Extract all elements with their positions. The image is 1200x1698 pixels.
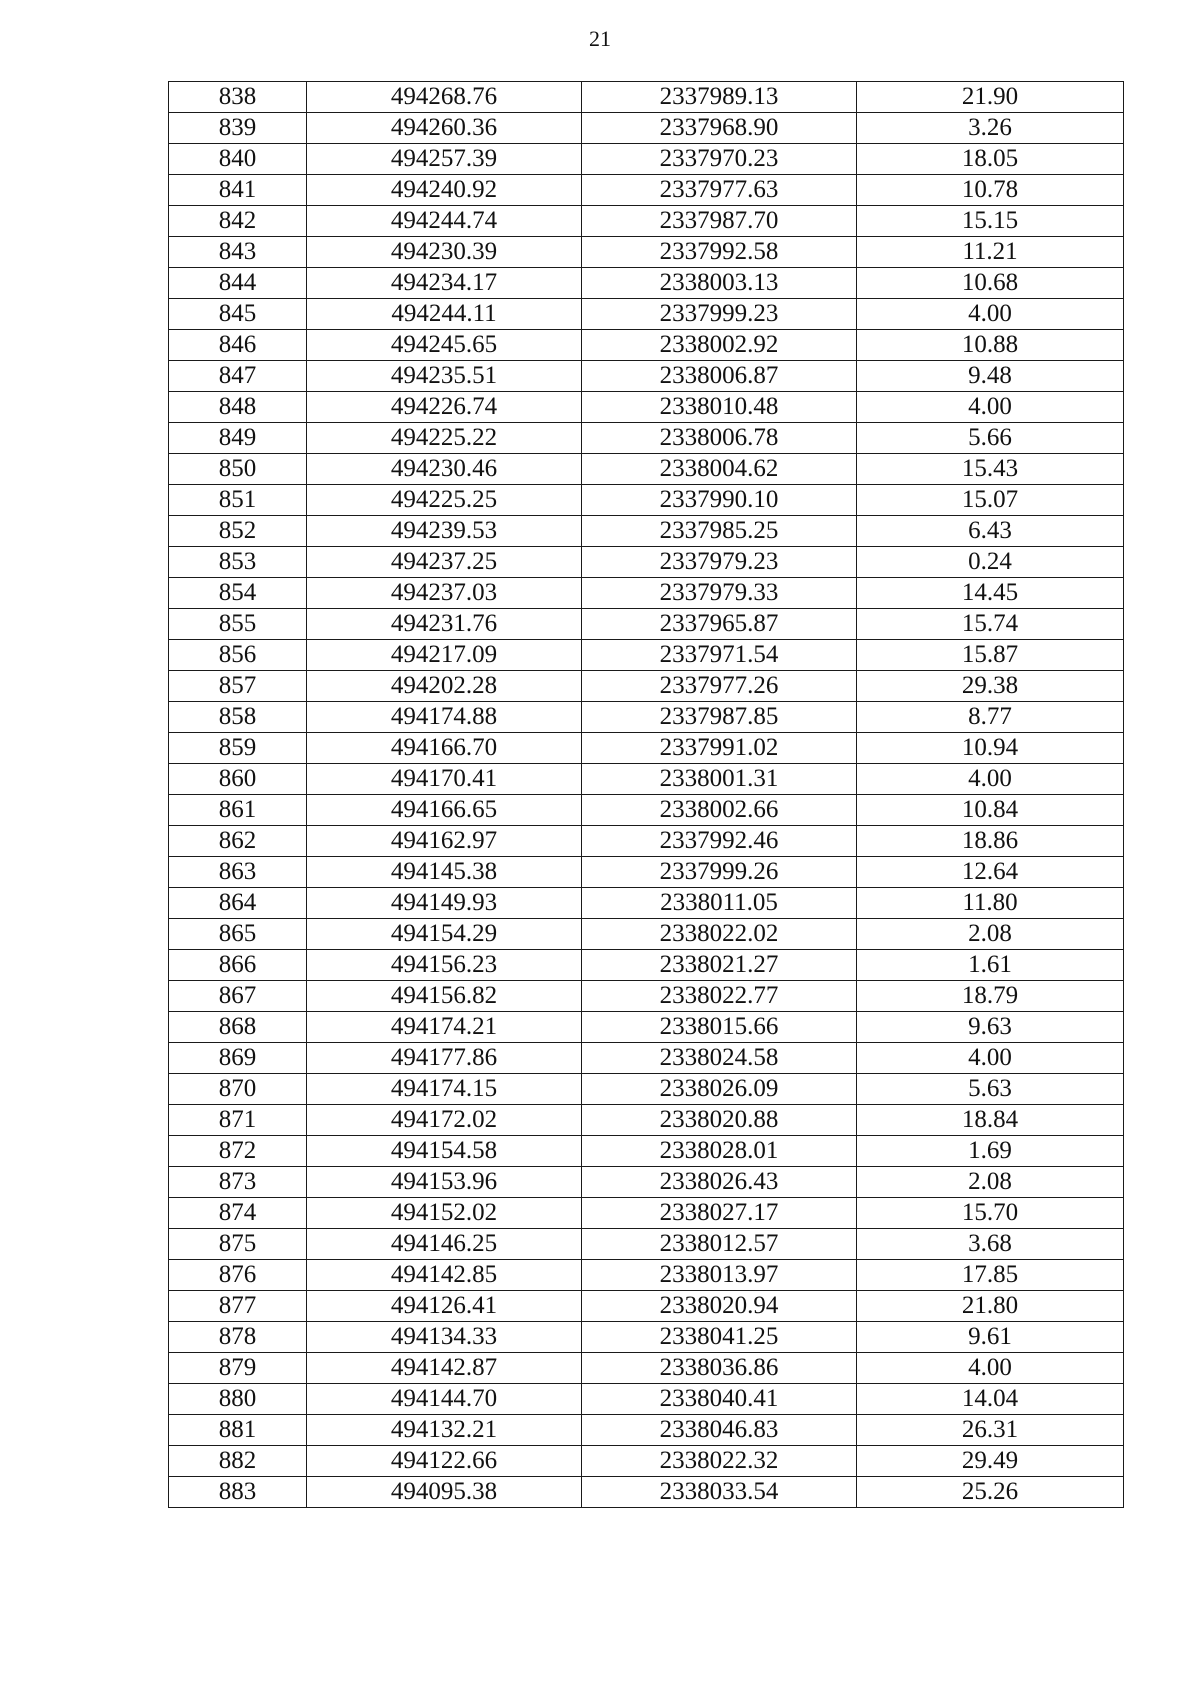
y-coordinate-cell: 2338002.92 — [582, 330, 857, 361]
distance-cell: 9.61 — [857, 1322, 1124, 1353]
distance-cell: 11.21 — [857, 237, 1124, 268]
distance-cell: 6.43 — [857, 516, 1124, 547]
point-number-cell: 848 — [169, 392, 307, 423]
x-coordinate-cell: 494257.39 — [307, 144, 582, 175]
x-coordinate-cell: 494217.09 — [307, 640, 582, 671]
y-coordinate-cell: 2337970.23 — [582, 144, 857, 175]
x-coordinate-cell: 494235.51 — [307, 361, 582, 392]
x-coordinate-cell: 494142.85 — [307, 1260, 582, 1291]
distance-cell: 15.87 — [857, 640, 1124, 671]
x-coordinate-cell: 494152.02 — [307, 1198, 582, 1229]
y-coordinate-cell: 2337992.46 — [582, 826, 857, 857]
y-coordinate-cell: 2337977.63 — [582, 175, 857, 206]
y-coordinate-cell: 2338020.88 — [582, 1105, 857, 1136]
x-coordinate-cell: 494239.53 — [307, 516, 582, 547]
point-number-cell: 846 — [169, 330, 307, 361]
y-coordinate-cell: 2337991.02 — [582, 733, 857, 764]
table-row — [169, 950, 1124, 981]
table-row — [169, 1446, 1124, 1477]
distance-cell: 4.00 — [857, 1353, 1124, 1384]
y-coordinate-cell: 2338021.27 — [582, 950, 857, 981]
point-number-cell: 847 — [169, 361, 307, 392]
x-coordinate-cell: 494122.66 — [307, 1446, 582, 1477]
x-coordinate-cell: 494244.11 — [307, 299, 582, 330]
x-coordinate-cell: 494149.93 — [307, 888, 582, 919]
point-number-cell: 881 — [169, 1415, 307, 1446]
distance-cell: 1.61 — [857, 950, 1124, 981]
distance-cell: 15.74 — [857, 609, 1124, 640]
point-number-cell: 878 — [169, 1322, 307, 1353]
distance-cell: 10.84 — [857, 795, 1124, 826]
table-row — [169, 733, 1124, 764]
table-row — [169, 1384, 1124, 1415]
table-row — [169, 1136, 1124, 1167]
y-coordinate-cell: 2338036.86 — [582, 1353, 857, 1384]
table-row — [169, 857, 1124, 888]
x-coordinate-cell: 494245.65 — [307, 330, 582, 361]
point-number-cell: 874 — [169, 1198, 307, 1229]
distance-cell: 0.24 — [857, 547, 1124, 578]
point-number-cell: 880 — [169, 1384, 307, 1415]
distance-cell: 10.78 — [857, 175, 1124, 206]
y-coordinate-cell: 2338041.25 — [582, 1322, 857, 1353]
distance-cell: 15.70 — [857, 1198, 1124, 1229]
y-coordinate-cell: 2338022.77 — [582, 981, 857, 1012]
table-row — [169, 1167, 1124, 1198]
point-number-cell: 853 — [169, 547, 307, 578]
distance-cell: 12.64 — [857, 857, 1124, 888]
table-row — [169, 795, 1124, 826]
y-coordinate-cell: 2338026.09 — [582, 1074, 857, 1105]
x-coordinate-cell: 494156.82 — [307, 981, 582, 1012]
table-row — [169, 175, 1124, 206]
y-coordinate-cell: 2338006.78 — [582, 423, 857, 454]
y-coordinate-cell: 2338028.01 — [582, 1136, 857, 1167]
table-row — [169, 1415, 1124, 1446]
table-row — [169, 299, 1124, 330]
x-coordinate-cell: 494237.25 — [307, 547, 582, 578]
table-row — [169, 764, 1124, 795]
table-row — [169, 1322, 1124, 1353]
distance-cell: 2.08 — [857, 919, 1124, 950]
x-coordinate-cell: 494202.28 — [307, 671, 582, 702]
distance-cell: 4.00 — [857, 764, 1124, 795]
point-number-cell: 877 — [169, 1291, 307, 1322]
x-coordinate-cell: 494172.02 — [307, 1105, 582, 1136]
y-coordinate-cell: 2338026.43 — [582, 1167, 857, 1198]
point-number-cell: 868 — [169, 1012, 307, 1043]
x-coordinate-cell: 494166.70 — [307, 733, 582, 764]
table-row — [169, 454, 1124, 485]
y-coordinate-cell: 2337968.90 — [582, 113, 857, 144]
y-coordinate-cell: 2337999.26 — [582, 857, 857, 888]
table-row — [169, 516, 1124, 547]
distance-cell: 21.90 — [857, 82, 1124, 113]
point-number-cell: 883 — [169, 1477, 307, 1508]
x-coordinate-cell: 494237.03 — [307, 578, 582, 609]
distance-cell: 15.07 — [857, 485, 1124, 516]
point-number-cell: 850 — [169, 454, 307, 485]
table-row — [169, 206, 1124, 237]
distance-cell: 14.45 — [857, 578, 1124, 609]
x-coordinate-cell: 494231.76 — [307, 609, 582, 640]
y-coordinate-cell: 2337987.70 — [582, 206, 857, 237]
point-number-cell: 871 — [169, 1105, 307, 1136]
point-number-cell: 876 — [169, 1260, 307, 1291]
x-coordinate-cell: 494154.58 — [307, 1136, 582, 1167]
table-row — [169, 361, 1124, 392]
point-number-cell: 841 — [169, 175, 307, 206]
distance-cell: 10.68 — [857, 268, 1124, 299]
table-row — [169, 547, 1124, 578]
distance-cell: 2.08 — [857, 1167, 1124, 1198]
point-number-cell: 838 — [169, 82, 307, 113]
point-number-cell: 873 — [169, 1167, 307, 1198]
x-coordinate-cell: 494225.22 — [307, 423, 582, 454]
y-coordinate-cell: 2338024.58 — [582, 1043, 857, 1074]
table-row — [169, 609, 1124, 640]
y-coordinate-cell: 2338011.05 — [582, 888, 857, 919]
point-number-cell: 842 — [169, 206, 307, 237]
x-coordinate-cell: 494156.23 — [307, 950, 582, 981]
page-number: 21 — [589, 26, 611, 51]
x-coordinate-cell: 494230.46 — [307, 454, 582, 485]
point-number-cell: 879 — [169, 1353, 307, 1384]
x-coordinate-cell: 494132.21 — [307, 1415, 582, 1446]
y-coordinate-cell: 2338027.17 — [582, 1198, 857, 1229]
x-coordinate-cell: 494144.70 — [307, 1384, 582, 1415]
distance-cell: 3.68 — [857, 1229, 1124, 1260]
x-coordinate-cell: 494153.96 — [307, 1167, 582, 1198]
distance-cell: 5.66 — [857, 423, 1124, 454]
table-row — [169, 1105, 1124, 1136]
y-coordinate-cell: 2338006.87 — [582, 361, 857, 392]
point-number-cell: 872 — [169, 1136, 307, 1167]
y-coordinate-cell: 2337990.10 — [582, 485, 857, 516]
table-row — [169, 640, 1124, 671]
y-coordinate-cell: 2338004.62 — [582, 454, 857, 485]
point-number-cell: 857 — [169, 671, 307, 702]
x-coordinate-cell: 494240.92 — [307, 175, 582, 206]
y-coordinate-cell: 2337985.25 — [582, 516, 857, 547]
distance-cell: 18.79 — [857, 981, 1124, 1012]
table-row — [169, 1353, 1124, 1384]
point-number-cell: 858 — [169, 702, 307, 733]
distance-cell: 10.88 — [857, 330, 1124, 361]
distance-cell: 5.63 — [857, 1074, 1124, 1105]
point-number-cell: 844 — [169, 268, 307, 299]
point-number-cell: 882 — [169, 1446, 307, 1477]
distance-cell: 18.05 — [857, 144, 1124, 175]
x-coordinate-cell: 494134.33 — [307, 1322, 582, 1353]
point-number-cell: 864 — [169, 888, 307, 919]
point-number-cell: 867 — [169, 981, 307, 1012]
y-coordinate-cell: 2338022.02 — [582, 919, 857, 950]
y-coordinate-cell: 2337987.85 — [582, 702, 857, 733]
point-number-cell: 840 — [169, 144, 307, 175]
y-coordinate-cell: 2338002.66 — [582, 795, 857, 826]
distance-cell: 3.26 — [857, 113, 1124, 144]
y-coordinate-cell: 2337965.87 — [582, 609, 857, 640]
y-coordinate-cell: 2337977.26 — [582, 671, 857, 702]
distance-cell: 14.04 — [857, 1384, 1124, 1415]
distance-cell: 25.26 — [857, 1477, 1124, 1508]
table-row — [169, 1198, 1124, 1229]
x-coordinate-cell: 494146.25 — [307, 1229, 582, 1260]
point-number-cell: 860 — [169, 764, 307, 795]
table-row — [169, 1074, 1124, 1105]
x-coordinate-cell: 494142.87 — [307, 1353, 582, 1384]
x-coordinate-cell: 494268.76 — [307, 82, 582, 113]
distance-cell: 4.00 — [857, 1043, 1124, 1074]
y-coordinate-cell: 2338046.83 — [582, 1415, 857, 1446]
point-number-cell: 875 — [169, 1229, 307, 1260]
distance-cell: 18.84 — [857, 1105, 1124, 1136]
x-coordinate-cell: 494154.29 — [307, 919, 582, 950]
y-coordinate-cell: 2337971.54 — [582, 640, 857, 671]
x-coordinate-cell: 494225.25 — [307, 485, 582, 516]
point-number-cell: 851 — [169, 485, 307, 516]
distance-cell: 15.15 — [857, 206, 1124, 237]
point-number-cell: 866 — [169, 950, 307, 981]
x-coordinate-cell: 494145.38 — [307, 857, 582, 888]
x-coordinate-cell: 494226.74 — [307, 392, 582, 423]
point-number-cell: 849 — [169, 423, 307, 454]
table-row — [169, 1229, 1124, 1260]
y-coordinate-cell: 2337979.23 — [582, 547, 857, 578]
distance-cell: 26.31 — [857, 1415, 1124, 1446]
x-coordinate-cell: 494244.74 — [307, 206, 582, 237]
y-coordinate-cell: 2338013.97 — [582, 1260, 857, 1291]
table-row — [169, 237, 1124, 268]
table-row — [169, 423, 1124, 454]
point-number-cell: 863 — [169, 857, 307, 888]
point-number-cell: 839 — [169, 113, 307, 144]
coordinates-table — [168, 81, 1124, 1508]
distance-cell: 1.69 — [857, 1136, 1124, 1167]
distance-cell: 15.43 — [857, 454, 1124, 485]
table-row — [169, 1012, 1124, 1043]
x-coordinate-cell: 494095.38 — [307, 1477, 582, 1508]
y-coordinate-cell: 2338001.31 — [582, 764, 857, 795]
y-coordinate-cell: 2338015.66 — [582, 1012, 857, 1043]
table-row — [169, 82, 1124, 113]
y-coordinate-cell: 2338022.32 — [582, 1446, 857, 1477]
table-row — [169, 671, 1124, 702]
distance-cell: 10.94 — [857, 733, 1124, 764]
table-row — [169, 826, 1124, 857]
y-coordinate-cell: 2337992.58 — [582, 237, 857, 268]
point-number-cell: 859 — [169, 733, 307, 764]
table-row — [169, 702, 1124, 733]
table-row — [169, 1291, 1124, 1322]
table-row — [169, 144, 1124, 175]
table-row — [169, 1260, 1124, 1291]
table-row — [169, 330, 1124, 361]
distance-cell: 17.85 — [857, 1260, 1124, 1291]
point-number-cell: 845 — [169, 299, 307, 330]
y-coordinate-cell: 2337979.33 — [582, 578, 857, 609]
y-coordinate-cell: 2338020.94 — [582, 1291, 857, 1322]
x-coordinate-cell: 494174.88 — [307, 702, 582, 733]
distance-cell: 4.00 — [857, 299, 1124, 330]
distance-cell: 29.49 — [857, 1446, 1124, 1477]
point-number-cell: 854 — [169, 578, 307, 609]
table-row — [169, 578, 1124, 609]
table-row — [169, 1477, 1124, 1508]
table-row — [169, 392, 1124, 423]
x-coordinate-cell: 494177.86 — [307, 1043, 582, 1074]
table-row — [169, 1043, 1124, 1074]
x-coordinate-cell: 494174.15 — [307, 1074, 582, 1105]
y-coordinate-cell: 2338003.13 — [582, 268, 857, 299]
point-number-cell: 862 — [169, 826, 307, 857]
distance-cell: 29.38 — [857, 671, 1124, 702]
x-coordinate-cell: 494234.17 — [307, 268, 582, 299]
point-number-cell: 869 — [169, 1043, 307, 1074]
table-row — [169, 919, 1124, 950]
point-number-cell: 865 — [169, 919, 307, 950]
distance-cell: 18.86 — [857, 826, 1124, 857]
table-row — [169, 888, 1124, 919]
y-coordinate-cell: 2338010.48 — [582, 392, 857, 423]
distance-cell: 21.80 — [857, 1291, 1124, 1322]
table-row — [169, 268, 1124, 299]
table-row — [169, 113, 1124, 144]
point-number-cell: 861 — [169, 795, 307, 826]
distance-cell: 9.63 — [857, 1012, 1124, 1043]
x-coordinate-cell: 494126.41 — [307, 1291, 582, 1322]
y-coordinate-cell: 2338040.41 — [582, 1384, 857, 1415]
point-number-cell: 856 — [169, 640, 307, 671]
point-number-cell: 855 — [169, 609, 307, 640]
x-coordinate-cell: 494174.21 — [307, 1012, 582, 1043]
x-coordinate-cell: 494230.39 — [307, 237, 582, 268]
y-coordinate-cell: 2338033.54 — [582, 1477, 857, 1508]
y-coordinate-cell: 2337999.23 — [582, 299, 857, 330]
x-coordinate-cell: 494166.65 — [307, 795, 582, 826]
point-number-cell: 870 — [169, 1074, 307, 1105]
x-coordinate-cell: 494260.36 — [307, 113, 582, 144]
distance-cell: 4.00 — [857, 392, 1124, 423]
point-number-cell: 852 — [169, 516, 307, 547]
table-row — [169, 981, 1124, 1012]
distance-cell: 9.48 — [857, 361, 1124, 392]
table-row — [169, 485, 1124, 516]
x-coordinate-cell: 494170.41 — [307, 764, 582, 795]
distance-cell: 11.80 — [857, 888, 1124, 919]
y-coordinate-cell: 2337989.13 — [582, 82, 857, 113]
y-coordinate-cell: 2338012.57 — [582, 1229, 857, 1260]
table-body — [169, 82, 1124, 1508]
x-coordinate-cell: 494162.97 — [307, 826, 582, 857]
distance-cell: 8.77 — [857, 702, 1124, 733]
point-number-cell: 843 — [169, 237, 307, 268]
